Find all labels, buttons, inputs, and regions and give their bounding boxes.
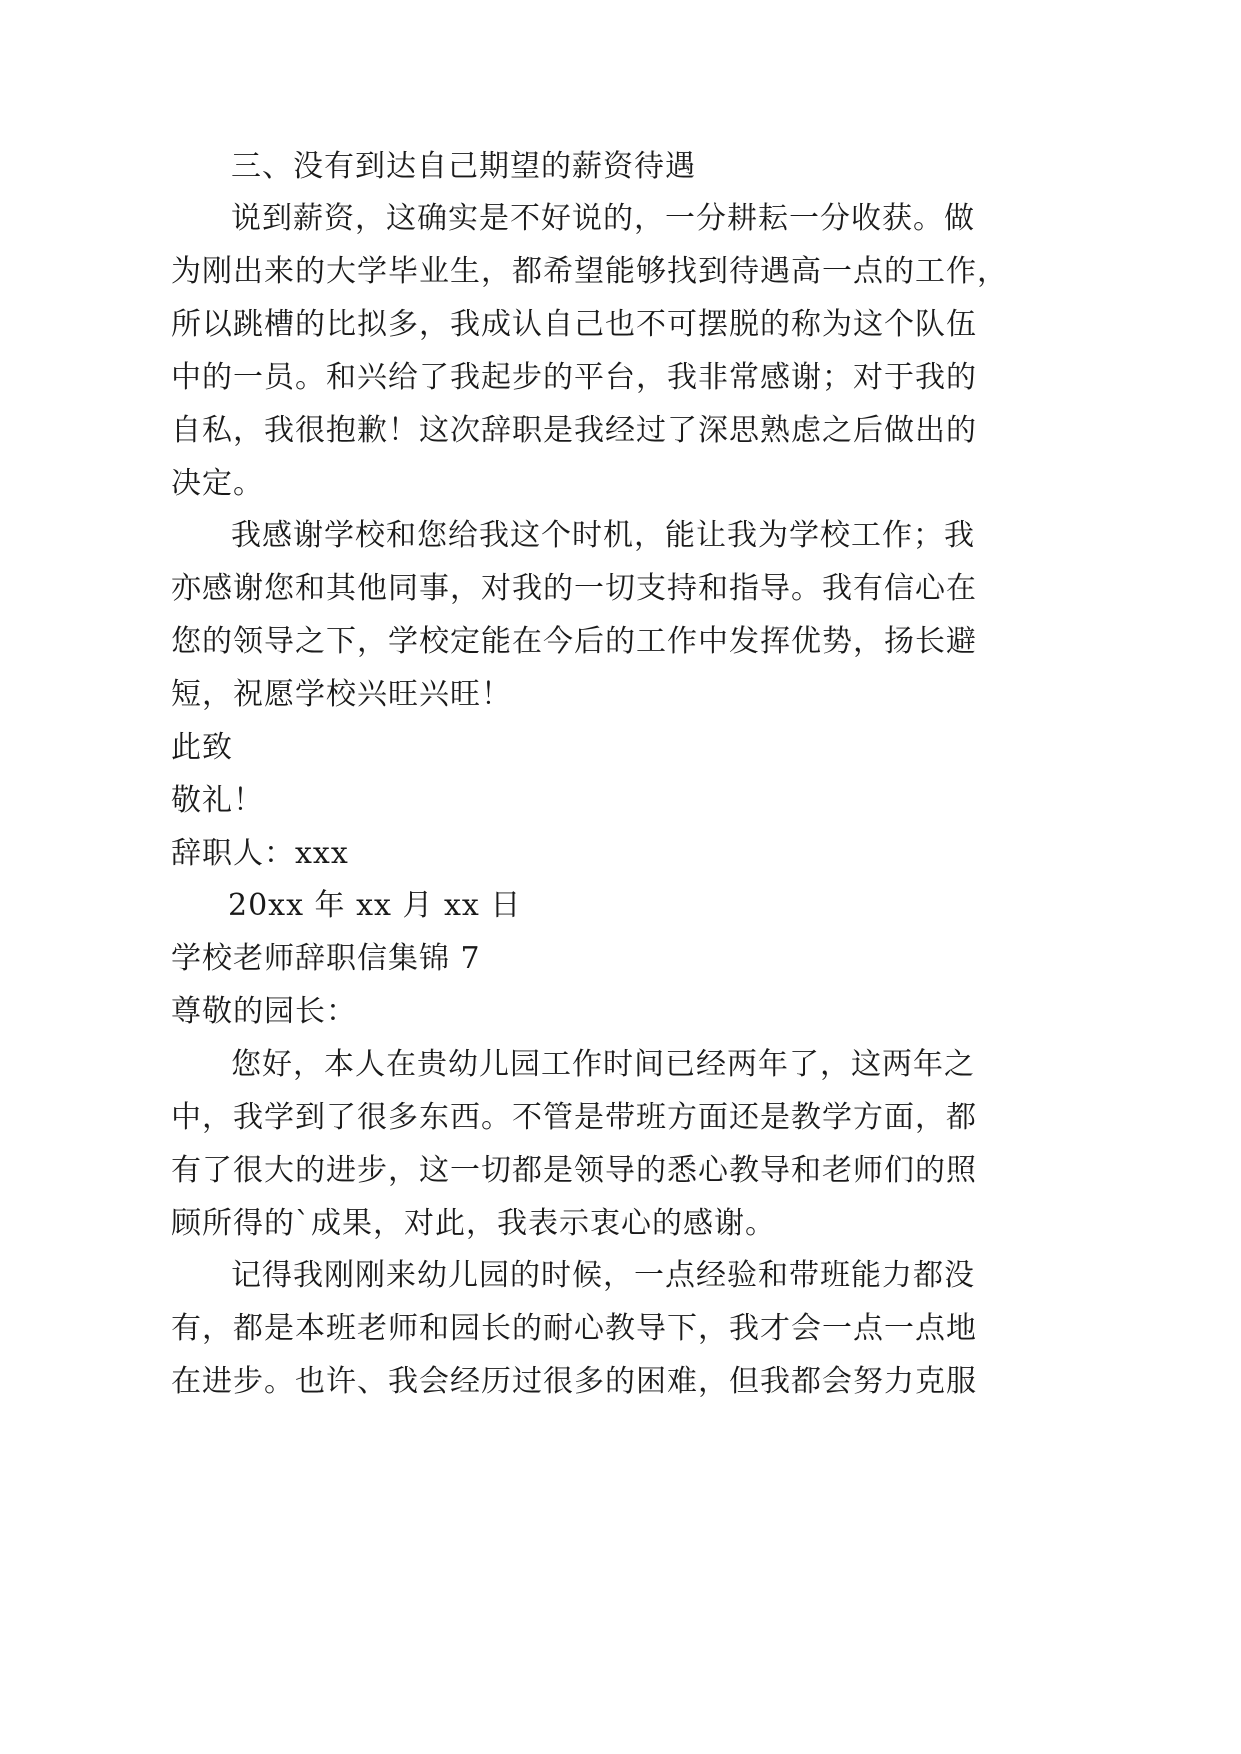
paragraph-line: 中的一员。和兴给了我起步的平台，我非常感谢；对于我的	[171, 360, 977, 395]
paragraph-line: 自私，我很抱歉！这次辞职是我经过了深思熟虑之后做出的	[171, 413, 977, 448]
paragraph-line: 顾所得的`成果，对此，我表示衷心的感谢。	[171, 1206, 776, 1241]
paragraph-line: 有，都是本班老师和园长的耐心教导下，我才会一点一点地	[171, 1311, 977, 1346]
paragraph-line: 我感谢学校和您给我这个时机，能让我为学校工作；我	[231, 518, 975, 553]
section-title: 学校老师辞职信集锦 7	[171, 941, 481, 976]
paragraph-line: 在进步。也许、我会经历过很多的困难，但我都会努力克服	[171, 1364, 977, 1399]
paragraph-line: 有了很大的进步，这一切都是领导的悉心教导和老师们的照	[171, 1153, 977, 1188]
closing-regards: 敬礼！	[171, 783, 264, 818]
greeting-line: 尊敬的园长：	[171, 994, 357, 1029]
signature-line: 辞职人：xxx	[171, 836, 349, 871]
date-line: 20xx 年 xx 月 xx 日	[228, 888, 522, 923]
paragraph-line: 中，我学到了很多东西。不管是带班方面还是教学方面，都	[171, 1100, 977, 1135]
closing-salutation: 此致	[171, 730, 233, 765]
paragraph-line: 为刚出来的大学毕业生，都希望能够找到待遇高一点的工作，	[171, 254, 1008, 289]
paragraph-line: 所以跳槽的比拟多，我成认自己也不可摆脱的称为这个队伍	[171, 307, 977, 342]
paragraph-line: 短，祝愿学校兴旺兴旺！	[171, 677, 512, 712]
paragraph-line: 记得我刚刚来幼儿园的时候，一点经验和带班能力都没	[231, 1258, 975, 1293]
paragraph-line: 决定。	[171, 466, 264, 501]
paragraph-line: 您的领导之下，学校定能在今后的工作中发挥优势，扬长避	[171, 624, 977, 659]
paragraph-line: 说到薪资，这确实是不好说的，一分耕耘一分收获。做	[231, 201, 975, 236]
heading-salary: 三、没有到达自己期望的薪资待遇	[231, 149, 696, 184]
paragraph-line: 亦感谢您和其他同事，对我的一切支持和指导。我有信心在	[171, 571, 977, 606]
paragraph-line: 您好，本人在贵幼儿园工作时间已经两年了，这两年之	[231, 1047, 975, 1082]
